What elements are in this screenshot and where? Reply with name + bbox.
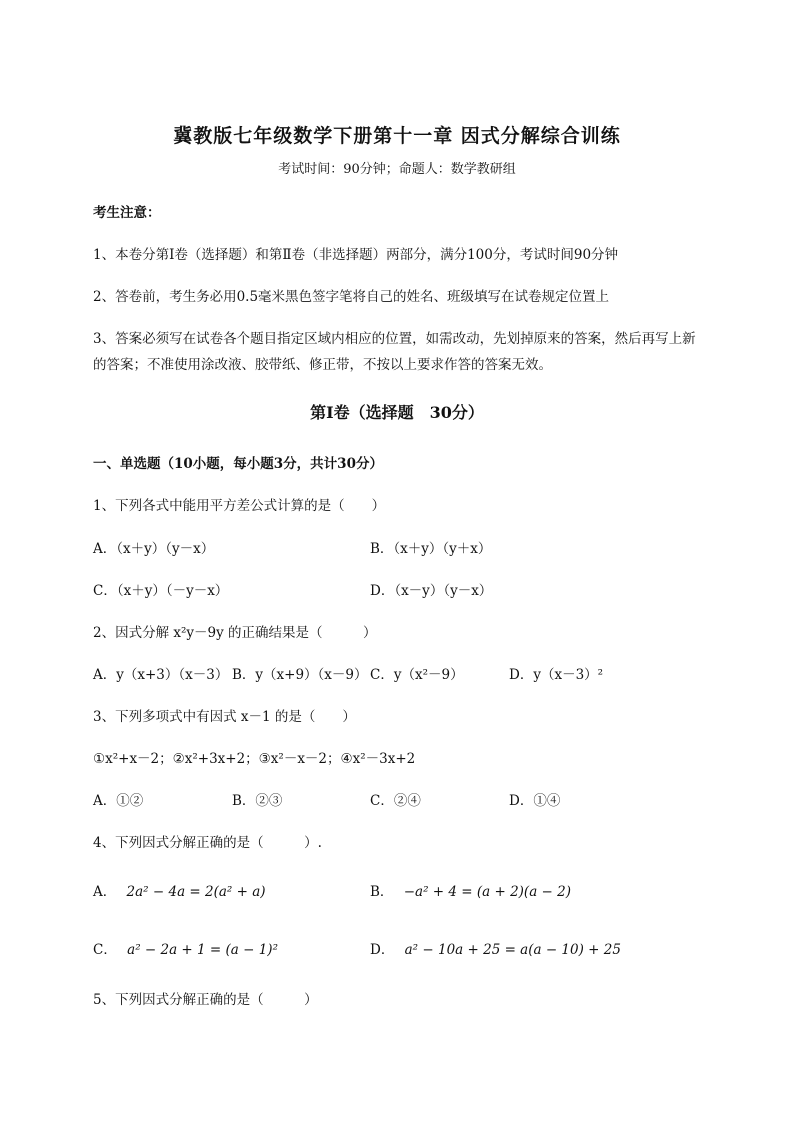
question-3-option-d: D．①④ [509,793,561,809]
question-2-option-d: D．y（x－3）² [509,667,604,683]
section-title: 第I卷（选择题 30分） [310,403,484,422]
question-1-option-b: B．（x＋y）（y＋x） [370,541,492,557]
option-label: A． [93,884,117,900]
question-1-stem: 1、下列各式中能用平方差公式计算的是（ ） [93,498,386,514]
question-4-option-a [93,880,266,900]
option-label: D． [370,942,395,958]
question-4-option-b [370,880,571,900]
question-4-stem: 4、下列因式分解正确的是（ ）. [93,835,322,851]
question-3-option-c: C．②④ [370,793,421,809]
question-1-option-a: A．（x＋y）（y－x） [93,541,215,557]
question-4-option-d [370,938,621,958]
question-4-option-c [93,938,278,958]
question-2-option-a: A．y（x+3）（x－3） [93,667,229,683]
exam-info: 考试时间：90分钟；命题人：数学教研组 [278,162,516,177]
notice-item-3-continued: 的答案；不准使用涂改液、胶带纸、修正带，不按以上要求作答的答案无效。 [93,357,552,373]
formula: a² − 10a + 25 = a(a − 10) + 25 [404,942,621,958]
formula: a² − 2a + 1 = (a − 1)² [127,942,278,958]
option-label: C． [93,942,117,958]
question-3-option-b: B．②③ [232,793,283,809]
notice-heading: 考生注意： [93,205,161,221]
question-3-stem: 3、下列多项式中有因式 x－1 的是（ ） [93,709,356,725]
question-1-option-c: C．（x＋y）（－y－x） [93,583,229,599]
question-3-option-a: A．①② [93,793,144,809]
question-2-option-b: B．y（x+9）（x－9） [232,667,368,683]
notice-item-2: 2、答卷前，考生务必用0.5毫米黑色签字笔将自己的姓名、班级填写在试卷规定位置上 [93,289,610,305]
page-title: 冀教版七年级数学下册第十一章 因式分解综合训练 [173,125,621,147]
notice-item-1: 1、本卷分第I卷（选择题）和第Ⅱ卷（非选择题）两部分，满分100分，考试时间90分钟 [93,247,619,263]
question-5-stem: 5、下列因式分解正确的是（ ） [93,992,318,1008]
formula: 2a² − 4a = 2(a² + a) [126,884,266,900]
part-heading: 一、单选题（10小题，每小题3分，共计30分） [93,456,383,472]
notice-item-3: 3、答案必须写在试卷各个题目指定区域内相应的位置，如需改动，先划掉原来的答案，然后再写上新 [93,331,696,347]
formula: −a² + 4 = (a + 2)(a − 2) [403,884,571,900]
question-2-stem: 2、因式分解 x²y－9y 的正确结果是（ ） [93,625,377,641]
question-2-option-c: C．y（x²－9） [370,667,464,683]
question-3-polynomial-list: ①x²+x－2；②x²+3x+2；③x²－x－2；④x²－3x+2 [93,751,416,767]
question-1-option-d: D．（x－y）（y－x） [370,583,493,599]
option-label: B． [370,884,394,900]
